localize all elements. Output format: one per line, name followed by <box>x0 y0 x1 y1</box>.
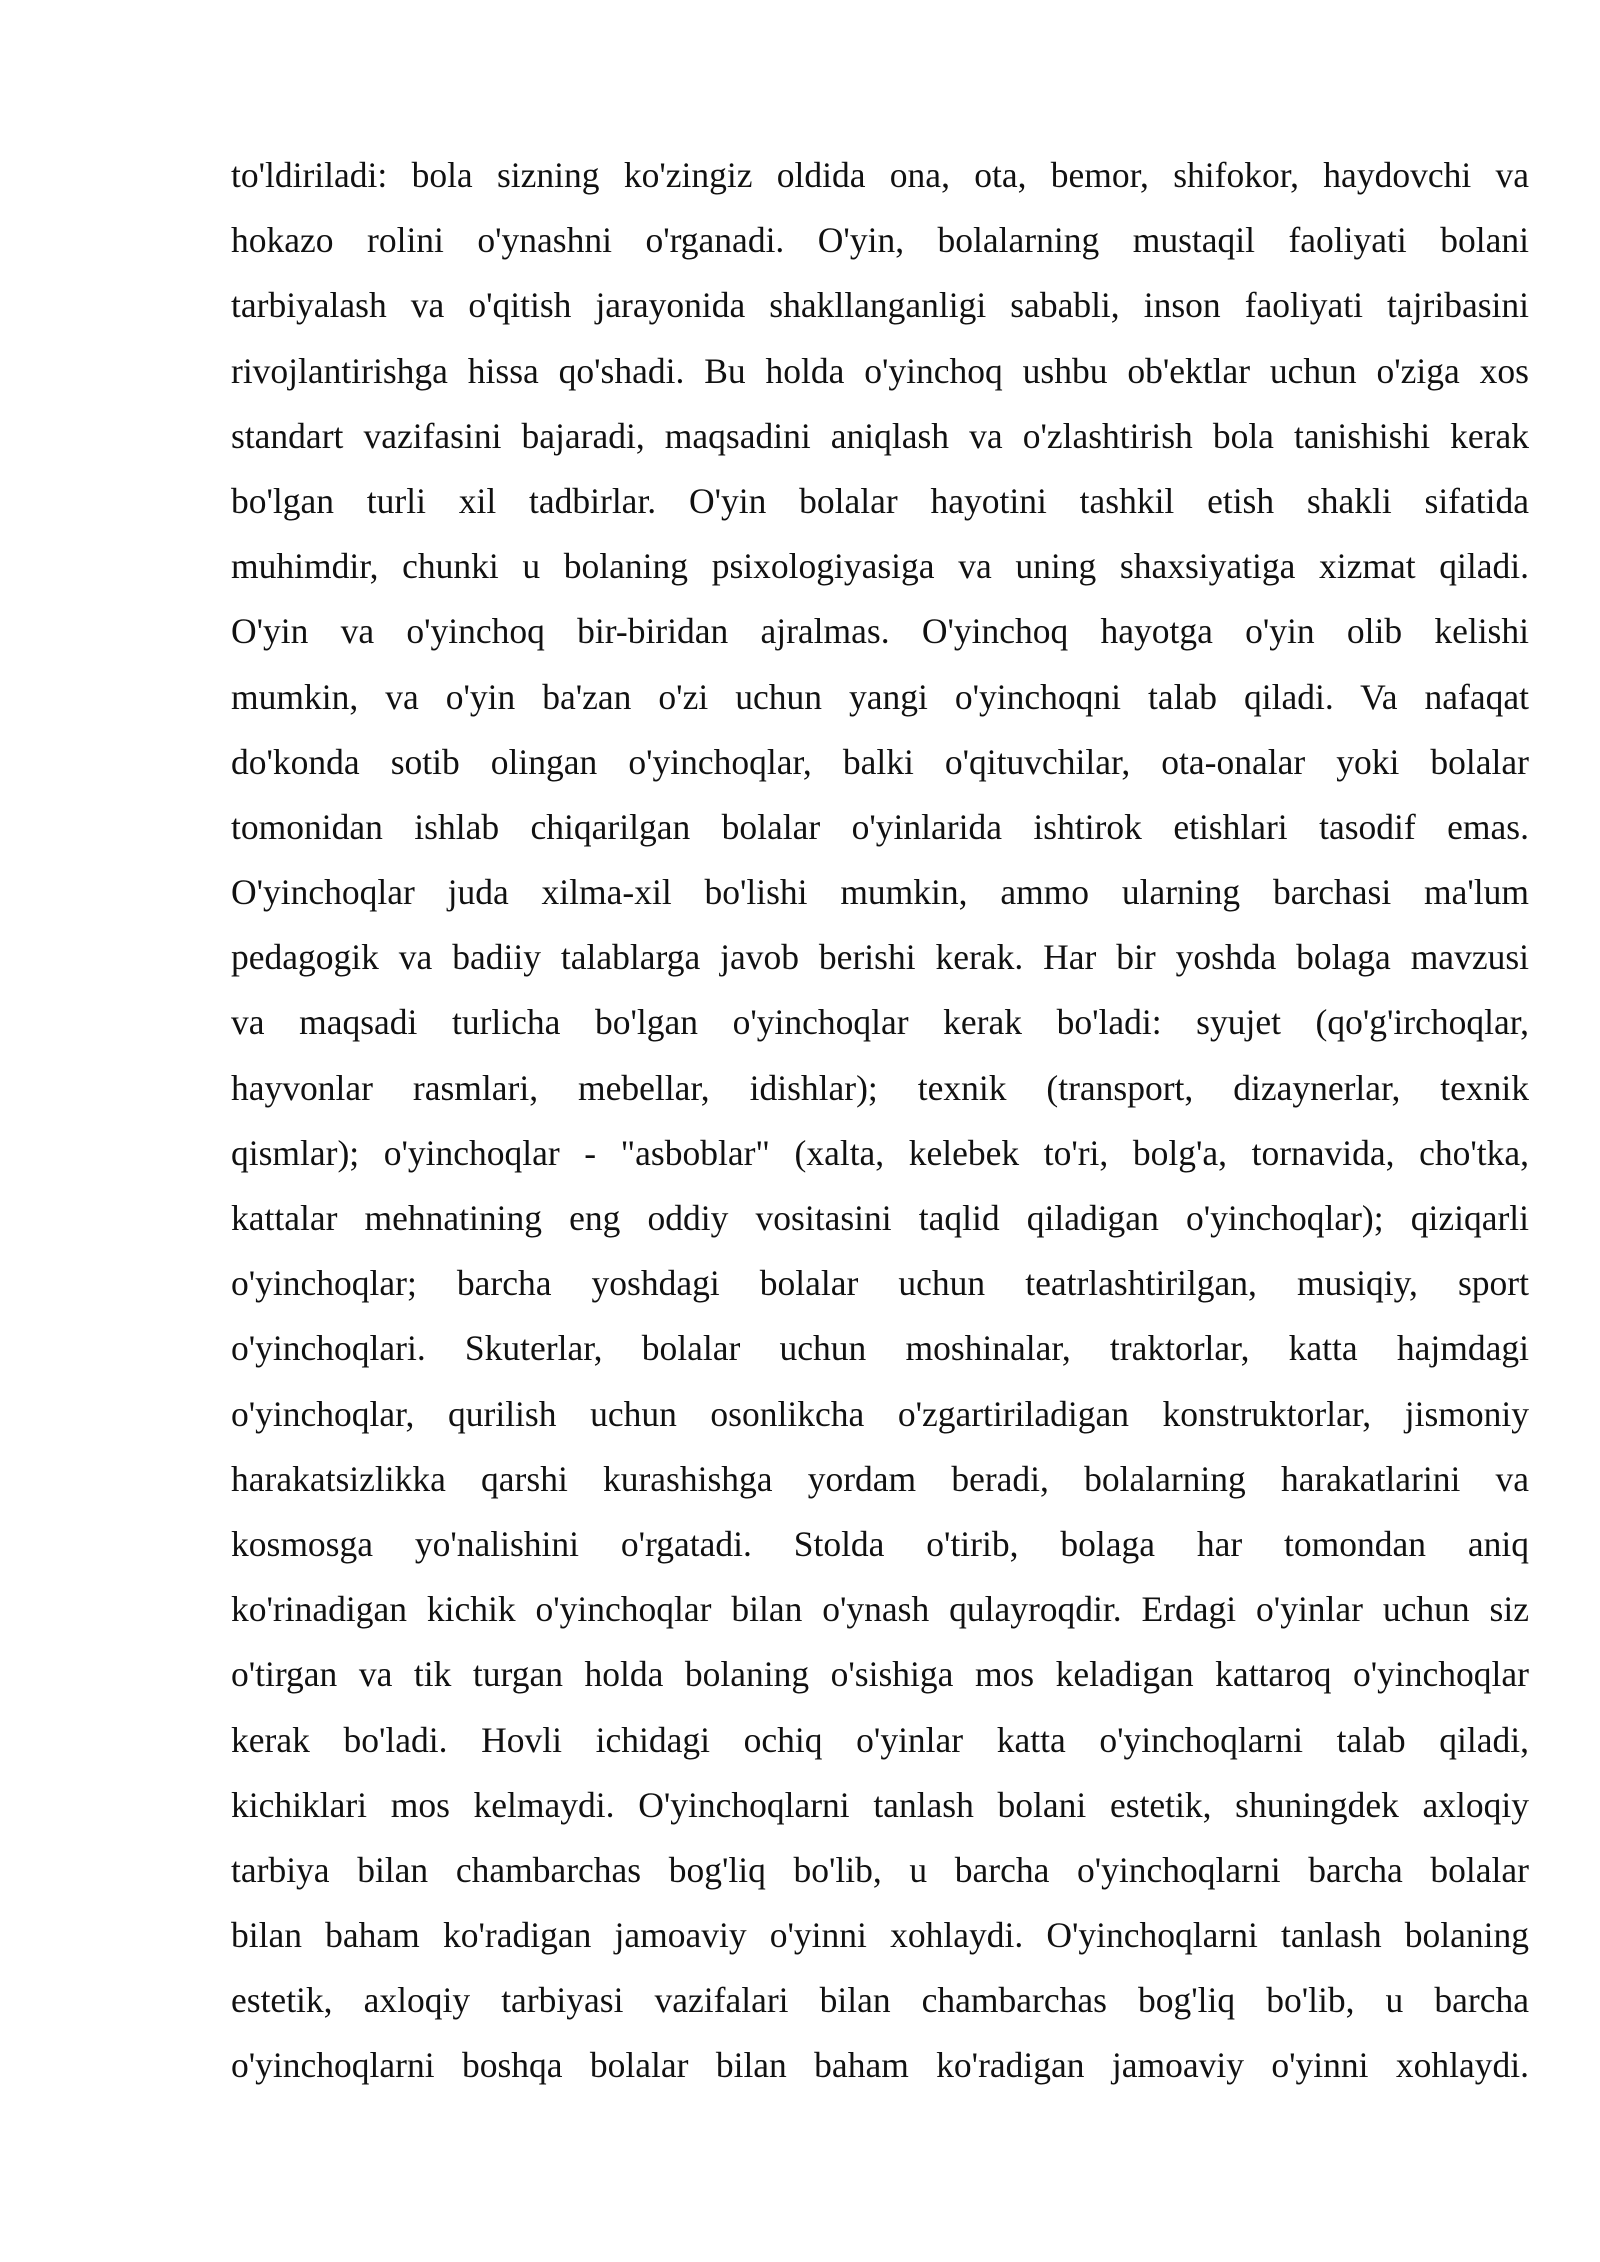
text-line: harakatsizlikka qarshi kurashishga yordam beradi, bolalarning harakatlarini va <box>231 1458 1529 1499</box>
text-line: hayvonlar rasmlari, mebellar, idishlar); texnik (transport, dizaynerlar, texnik <box>231 1067 1529 1108</box>
text-line: to'ldiriladi: bola sizning ko'zingiz oldida ona, ota, bemor, shifokor, haydovchi va <box>231 155 1529 195</box>
text-line: kerak bo'ladi. Hovli ichidagi ochiq o'yinlar katta o'yinchoqlarni talab qiladi, <box>231 1719 1529 1760</box>
text-line: O'yin va o'yinchoq bir-biridan ajralmas. O'yinchoq hayotga o'yin olib kelishi <box>231 611 1529 652</box>
text-line: kattalar mehnatining eng oddiy vositasini taqlid qiladigan o'yinchoqlar); qiziqarli <box>231 1198 1529 1238</box>
text-line: o'yinchoqlar, qurilish uchun osonlikcha o'zgartiriladigan konstruktorlar, jismoniy <box>231 1393 1529 1434</box>
text-line: o'tirgan va tik turgan holda bolaning o'sishiga mos keladigan kattaroq o'yinchoqlar <box>231 1654 1529 1695</box>
text-line: qismlar); o'yinchoqlar - "asboblar" (xalta, kelebek to'ri, bolg'a, tornavida, cho'tka, <box>231 1132 1529 1173</box>
text-line: estetik, axloqiy tarbiyasi vazifalari bilan chambarchas bog'liq bo'lib, u barcha <box>231 1980 1529 2021</box>
text-line: ko'rinadigan kichik o'yinchoqlar bilan o'ynash qulayroqdir. Erdagi o'yinlar uchun siz <box>231 1589 1529 1630</box>
text-line: rivojlantirishga hissa qo'shadi. Bu holda o'yinchoq ushbu ob'ektlar uchun o'ziga xos <box>231 350 1529 391</box>
body-text <box>231 143 1529 2099</box>
text-line: hokazo rolini o'ynashni o'rganadi. O'yin, bolalarning mustaqil faoliyati bolani <box>231 220 1529 261</box>
text-line: O'yinchoqlar juda xilma-xil bo'lishi mumkin, ammo ularning barchasi ma'lum <box>231 872 1529 913</box>
text-line: kosmosga yo'nalishini o'rgatadi. Stolda o'tirib, bolaga har tomondan aniq <box>231 1523 1529 1564</box>
text-line: mumkin, va o'yin ba'zan o'zi uchun yangi o'yinchoqni talab qiladi. Va nafaqat <box>231 676 1529 717</box>
text-line: pedagogik va badiiy talablarga javob berishi kerak. Har bir yoshda bolaga mavzusi <box>231 937 1529 978</box>
text-line: bo'lgan turli xil tadbirlar. O'yin bolalar hayotini tashkil etish shakli sifatida <box>231 480 1529 521</box>
text-line: tarbiya bilan chambarchas bog'liq bo'lib, u barcha o'yinchoqlarni barcha bolalar <box>231 1849 1529 1890</box>
text-line: va maqsadi turlicha bo'lgan o'yinchoqlar kerak bo'ladi: syujet (qo'g'irchoqlar, <box>231 1002 1529 1043</box>
text-line: standart vazifasini bajaradi, maqsadini aniqlash va o'zlashtirish bola tanishishi kerak <box>231 415 1529 456</box>
text-line: do'konda sotib olingan o'yinchoqlar, balki o'qituvchilar, ota-onalar yoki bolalar <box>231 741 1529 782</box>
text-line: kichiklari mos kelmaydi. O'yinchoqlarni tanlash bolani estetik, shuningdek axloqiy <box>231 1784 1529 1825</box>
text-line: o'yinchoqlar; barcha yoshdagi bolalar uchun teatrlashtirilgan, musiqiy, sport <box>231 1263 1529 1304</box>
text-line: muhimdir, chunki u bolaning psixologiyasiga va uning shaxsiyatiga xizmat qiladi. <box>231 546 1529 587</box>
text-line: o'yinchoqlari. Skuterlar, bolalar uchun moshinalar, traktorlar, katta hajmdagi <box>231 1328 1529 1369</box>
text-line: tarbiyalash va o'qitish jarayonida shakllanganligi sababli, inson faoliyati tajribasini <box>231 285 1529 326</box>
text-line: bilan baham ko'radigan jamoaviy o'yinni xohlaydi. O'yinchoqlarni tanlash bolaning <box>231 1915 1529 1956</box>
text-line: o'yinchoqlarni boshqa bolalar bilan baham ko'radigan jamoaviy o'yinni xohlaydi. <box>231 2045 1529 2086</box>
text-line: tomonidan ishlab chiqarilgan bolalar o'yinlarida ishtirok etishlari tasodif emas. <box>231 806 1529 847</box>
